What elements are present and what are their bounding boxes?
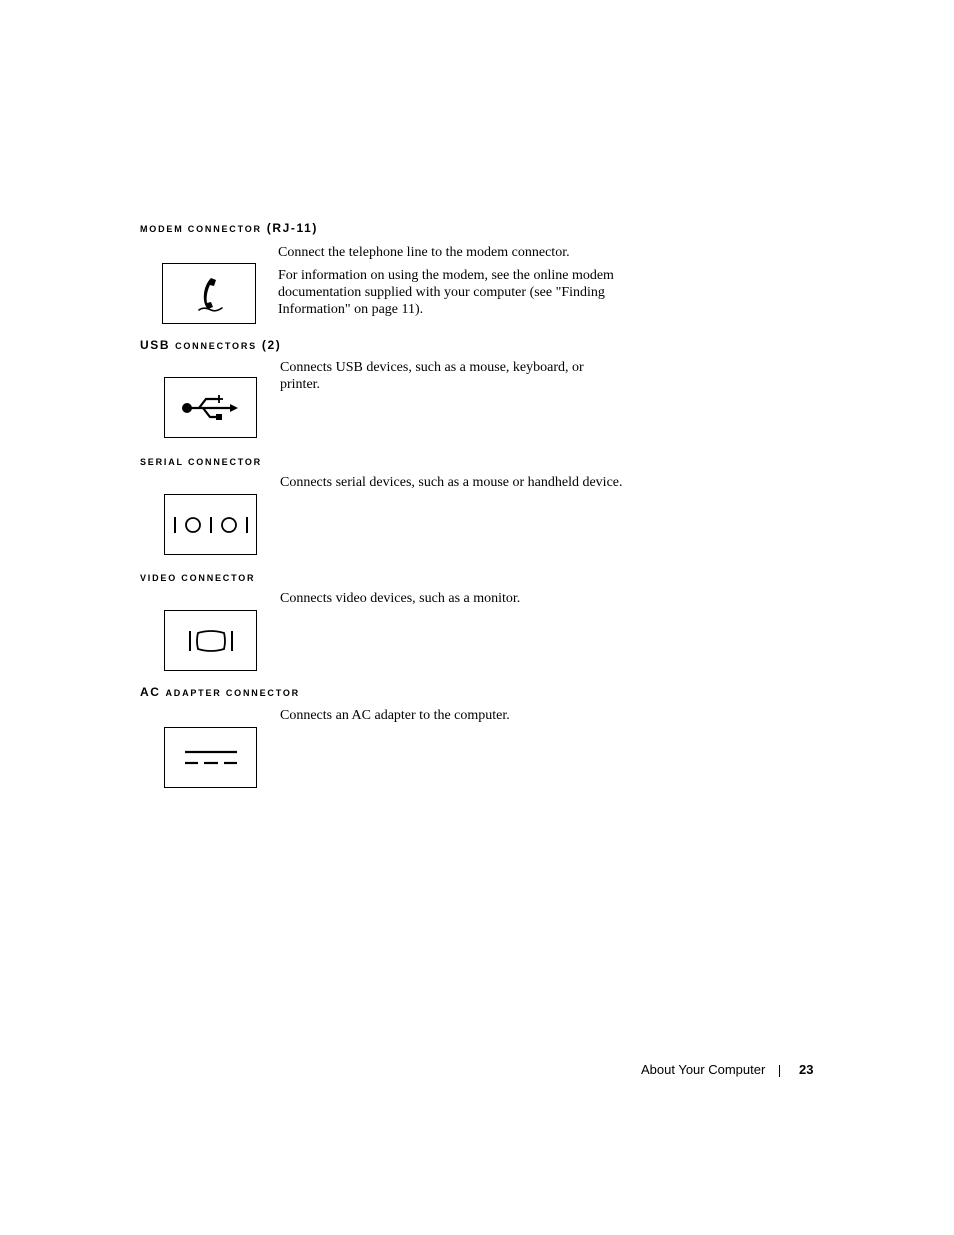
ac-paragraph-1: Connects an AC adapter to the computer.	[280, 708, 510, 723]
usb-heading-tail: (2)	[261, 338, 282, 352]
serial-heading-text: SERIAL CONNECTOR	[140, 457, 262, 467]
serial-port-icon	[173, 515, 249, 535]
modem-paragraph-1: Connect the telephone line to the modem connector.	[278, 245, 570, 260]
telephone-handset-icon	[189, 274, 229, 314]
usb-icon-box	[164, 377, 257, 438]
dc-power-icon	[184, 749, 238, 767]
modem-connector-heading	[140, 221, 318, 236]
ac-adapter-connector-heading	[140, 685, 300, 700]
modem-paragraph-2: For information on using the modem, see the online modem documentation supplied with your computer (see "Finding Information" on page 11).	[278, 268, 614, 317]
ac-heading-text: ADAPTER CONNECTOR	[165, 688, 300, 698]
serial-paragraph-1: Connects serial devices, such as a mouse or handheld device.	[280, 475, 623, 490]
usb-paragraph-1: Connects USB devices, such as a mouse, keyboard, or printer.	[280, 360, 584, 392]
page-number: 23	[799, 1062, 814, 1077]
ac-icon-box	[164, 727, 257, 788]
usb-trident-icon	[181, 393, 241, 423]
modem-heading-text: MODEM CONNECTOR	[140, 224, 262, 234]
usb-connectors-heading	[140, 338, 281, 353]
video-heading-text: VIDEO CONNECTOR	[140, 573, 256, 583]
video-paragraph-1: Connects video devices, such as a monitor.	[280, 591, 521, 606]
serial-connector-heading	[140, 454, 262, 469]
video-monitor-icon	[188, 629, 234, 653]
ac-heading-lead: AC	[140, 685, 161, 699]
footer-divider	[779, 1065, 780, 1077]
usb-heading-lead: USB	[140, 338, 171, 352]
modem-heading-tail: (RJ-11)	[266, 221, 318, 235]
usb-heading-text: CONNECTORS	[175, 341, 257, 351]
video-connector-heading	[140, 570, 255, 585]
footer-chapter-title: About Your Computer	[641, 1062, 766, 1077]
modem-icon-box	[162, 263, 256, 324]
serial-icon-box	[164, 494, 257, 555]
video-icon-box	[164, 610, 257, 671]
